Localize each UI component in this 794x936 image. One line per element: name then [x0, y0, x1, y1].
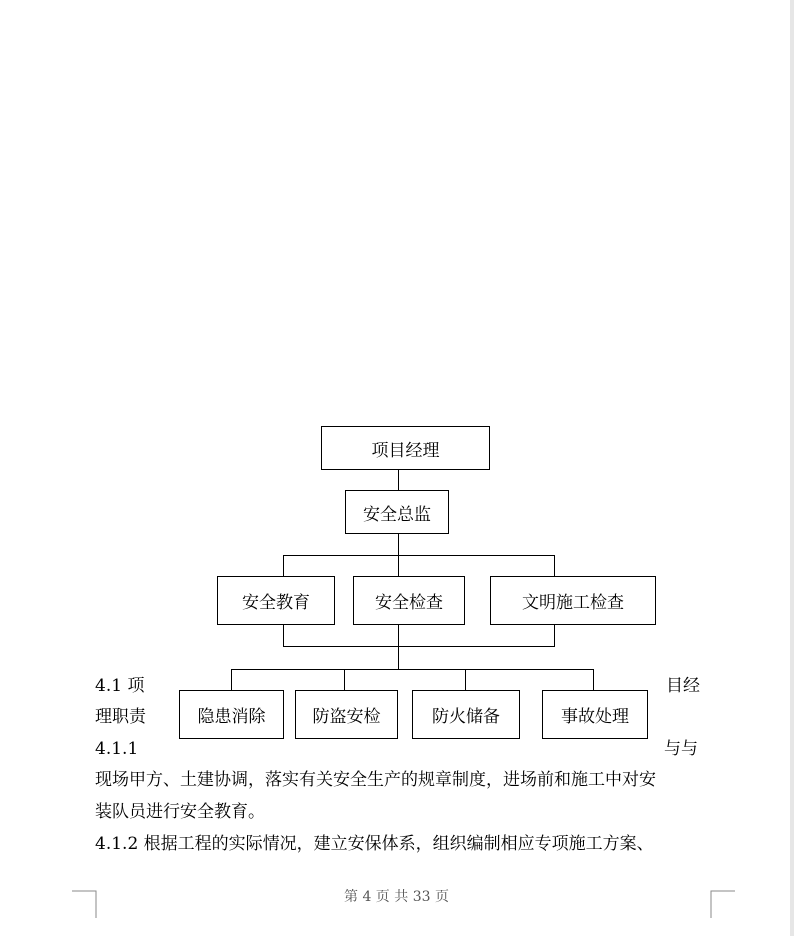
connector-level3-left-drop: [283, 555, 284, 576]
section-4-1-heading-right: 目经: [666, 676, 700, 696]
section-4-1-heading-left: 4.1 项: [95, 676, 145, 696]
org-box-project-manager: 项目经理: [321, 426, 490, 470]
crop-mark-left-icon: [72, 890, 98, 918]
connector-level3-mid-drop: [398, 555, 399, 576]
section-4-1-1-left: 4.1.1: [95, 739, 139, 759]
connector-level4-drop-2: [344, 669, 345, 690]
connector-top-to-second: [398, 469, 399, 490]
section-4-1-heading-cont: 理职责: [95, 707, 146, 727]
connector-level3-bar: [283, 555, 555, 556]
connector-level4-bar: [231, 669, 594, 670]
org-box-accident-handling: 事故处理: [542, 690, 648, 739]
connector-level3-right-drop: [554, 555, 555, 576]
org-box-fire-reserve: 防火储备: [412, 690, 520, 739]
org-box-safety-education: 安全教育: [217, 576, 335, 625]
connector-level3-mid-up: [398, 624, 399, 646]
connector-level3-join-bar: [283, 646, 555, 647]
org-box-civilized-construction-inspection: 文明施工检查: [490, 576, 656, 625]
org-box-hazard-elimination: 隐患消除: [179, 690, 284, 739]
org-box-safety-inspection: 安全检查: [353, 576, 465, 625]
org-box-safety-director: 安全总监: [345, 490, 449, 534]
page-number-footer: 第 4 页 共 33 页: [344, 889, 449, 905]
section-4-1-1-right: 与与: [664, 739, 698, 759]
connector-second-down: [398, 533, 399, 555]
body-line-1: 现场甲方、土建协调，落实有关安全生产的规章制度，进场前和施工中对安: [95, 770, 656, 790]
connector-level4-drop-4: [593, 669, 594, 690]
connector-level3-left-up: [283, 624, 284, 646]
section-4-1-2-line: 4.1.2 根据工程的实际情况，建立安保体系，组织编制相应专项施工方案、: [95, 834, 654, 854]
connector-join-down: [398, 646, 399, 669]
page-edge: [790, 0, 794, 936]
body-line-2: 装队员进行安全教育。: [95, 802, 265, 822]
connector-level3-right-up: [554, 624, 555, 646]
connector-level4-drop-1: [231, 669, 232, 690]
connector-level4-drop-3: [465, 669, 466, 690]
crop-mark-right-icon: [709, 890, 735, 918]
org-box-theft-prevention: 防盗安检: [295, 690, 398, 739]
